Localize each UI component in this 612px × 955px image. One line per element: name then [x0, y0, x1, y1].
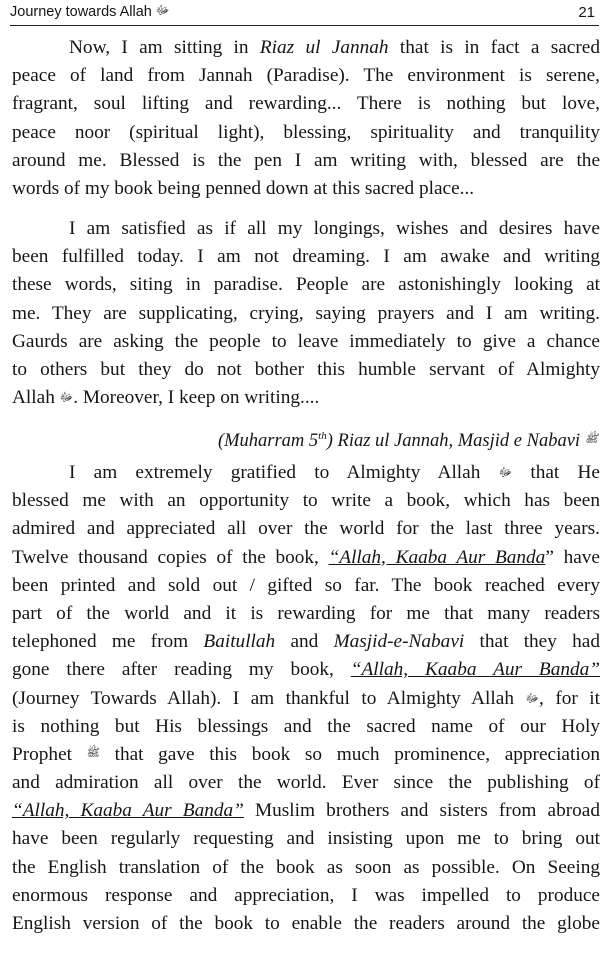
text-line	[12, 459, 600, 487]
book-title-underlined: “Allah, Kaaba Aur Banda”	[12, 800, 244, 822]
text-line: these words, siting in paradise. People are astonishingly looking at	[12, 274, 600, 296]
text-line: been fulfilled today. I am not dreaming. I am awake and writing	[12, 246, 600, 268]
text-run: Now, I am sitting in	[69, 37, 260, 58]
italic-term: Masjid-e-Nabavi	[333, 631, 465, 653]
text-line: fragrant, soul lifting and rewarding... There is nothing but love,	[12, 93, 600, 115]
text-run: and	[275, 631, 334, 653]
dateline-close: )	[326, 431, 333, 451]
italic-term: Riaz ul Jannah	[259, 37, 389, 58]
text-line: words of my book being penned down at this sacred place...	[12, 177, 475, 199]
text-line	[12, 685, 600, 713]
text-run: (Journey Towards Allah). I am thankful to Almighty Allah	[12, 687, 526, 709]
text-line: have been regularly requesting and insisting upon me to bring out	[12, 828, 600, 850]
allah-glyph: ﷻ	[155, 3, 170, 17]
text-run: ” have	[545, 546, 600, 568]
paragraph-3	[12, 459, 600, 938]
text-line: English version of the book to enable the readers around the globe	[12, 913, 600, 934]
text-run: Twelve thousand copies of the book,	[12, 546, 329, 568]
text-run: Prophet	[12, 743, 87, 765]
running-header	[10, 1, 599, 26]
text-line	[12, 34, 600, 62]
text-line	[12, 656, 600, 684]
book-title-text: Journey towards Allah	[10, 4, 152, 20]
text-line: peace noor (spiritual light), blessing, spirituality and tranquility	[12, 121, 600, 143]
book-title-underlined: “Allah, Kaaba Aur Banda”	[350, 659, 600, 681]
text-line: admired and appreciated all over the world for the last three years.	[12, 518, 600, 540]
text-line: I am satisfied as if all my longings, wishes and desires have	[69, 218, 600, 239]
text-line	[12, 741, 600, 769]
text-run: that He	[512, 462, 600, 483]
text-run: that gave this book so much prominence, appreciation	[99, 743, 600, 765]
running-header-title	[10, 4, 169, 20]
allah-glyph: ﷻ	[59, 390, 74, 405]
text-line: and admiration all over the world. Ever since the publishing of	[12, 772, 600, 794]
text-line: peace of land from Jannah (Paradise). The environment is serene,	[12, 65, 600, 87]
dateline-date: (Muharram 5	[217, 431, 319, 451]
text-line: blessed me with an opportunity to write a book, which has been	[12, 490, 600, 512]
text-line: been printed and sold out / gifted so far. The book reached every	[12, 574, 600, 596]
text-run: telephoned me from	[12, 631, 204, 653]
allah-glyph: ﷻ	[525, 690, 540, 705]
text-run: Allah	[12, 387, 60, 409]
text-line: the English translation of the book as soon as possible. On Seeing	[12, 856, 600, 878]
dateline-ordinal: th	[318, 429, 327, 442]
text-run: Muslim brothers and sisters from abroad	[243, 800, 600, 822]
text-line	[12, 628, 600, 656]
text-run: . Moreover, I keep on writing....	[73, 387, 320, 409]
dateline	[12, 427, 598, 455]
text-line: Gaurds are asking the people to leave immediately to give a chance	[12, 330, 600, 352]
page-number: 21	[578, 4, 595, 21]
text-run: gone there after reading my book,	[12, 659, 351, 681]
text-line: to others but they do not bother this humble servant of Almighty	[12, 358, 600, 380]
text-line: around me. Blessed is the pen I am writing with, blessed are the	[12, 149, 600, 171]
paragraph-1	[12, 34, 600, 203]
text-line	[12, 544, 600, 572]
text-line	[12, 384, 600, 412]
prophet-glyph: ﷺ	[584, 433, 598, 445]
allah-glyph: ﷻ	[498, 465, 513, 479]
text-line	[12, 797, 600, 825]
text-run: , for it	[539, 687, 600, 709]
text-run: that is in fact a sacred	[388, 37, 600, 58]
text-line: part of the world and it is rewarding for me that many readers	[12, 602, 600, 624]
text-line: is nothing but His blessings and the sacred name of our Holy	[12, 715, 600, 737]
book-title-underlined: “Allah, Kaaba Aur Banda	[328, 546, 546, 568]
prophet-glyph: ﷺ	[86, 746, 100, 759]
text-line: me. They are supplicating, crying, saying prayers and I am writing.	[12, 302, 600, 324]
dateline-place: Riaz ul Jannah, Masjid e Nabavi	[332, 431, 585, 451]
text-line: enormous response and appreciation, I was impelled to produce	[12, 884, 600, 906]
paragraph-2	[12, 215, 600, 412]
text-run: that they had	[464, 631, 600, 653]
text-run: I am extremely gratified to Almighty Allah	[69, 462, 499, 483]
italic-term: Baitullah	[203, 631, 276, 653]
